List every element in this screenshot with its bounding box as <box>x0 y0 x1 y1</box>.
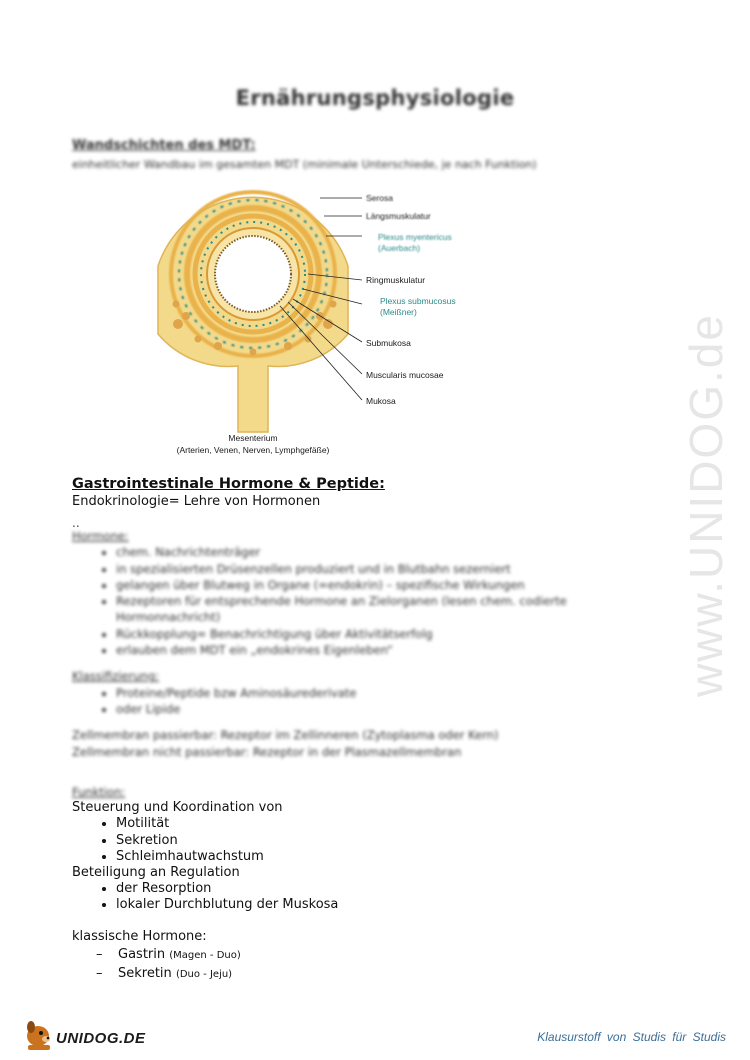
list-item: • oder Lipide <box>116 701 652 717</box>
hormone-name: Gastrin <box>118 947 166 962</box>
list-item: • lokaler Durchblutung der Muskosa <box>116 897 338 913</box>
list-item <box>72 965 241 984</box>
footer-logo-text: UNIDOG.DE <box>56 1030 146 1047</box>
section-heading-wandschichten: Wandschichten des MDT: <box>72 138 256 153</box>
section-subtitle-hormone: Endokrinologie= Lehre von Hormonen <box>72 494 321 509</box>
funktion-block <box>72 784 338 914</box>
dash-bullet: – <box>96 966 103 981</box>
list-item: • der Resorption <box>116 881 338 897</box>
klassifizierung-heading: Klassifizierung: <box>72 669 159 684</box>
klassifizierung-list <box>72 685 652 718</box>
diagram-upper-labels <box>366 193 452 253</box>
beteiligung-text: Beteiligung an Regulation <box>72 865 240 881</box>
list-item: • in spezialisierten Drüsenzellen produziert und in Blutbahn sezerniert <box>116 561 652 577</box>
hormone-name: Sekretin <box>118 966 172 981</box>
lumen <box>215 236 291 312</box>
label-serosa: Serosa <box>366 193 393 203</box>
list-item: • chem. Nachrichtenträger <box>116 544 652 560</box>
list-item: • Schleimhautwachstum <box>116 849 338 865</box>
list-item: • Rezeptoren für entsprechende Hormone an Zielorganen (lesen chem. codierte Hormonnachricht) <box>116 593 652 626</box>
label-plexus-myentericus: Plexus myentericus <box>378 232 452 242</box>
gut-wall-svg <box>148 184 468 460</box>
label-mesenterium: Mesenterium <box>228 433 278 443</box>
list-item: • Motilität <box>116 816 338 832</box>
list-item: • Sekretion <box>116 833 338 849</box>
list-item: • Proteine/Peptide bzw Aminosäurederivate <box>116 685 652 701</box>
beteiligung-list <box>72 881 338 913</box>
section-subtitle-wandschichten: einheitlicher Wandbau im gesamten MDT (minimale Unterschiede, je nach Funktion) <box>72 158 537 171</box>
label-laengsmuskulatur: Längsmuskulatur <box>366 211 431 221</box>
label-plexus-submucosus: Plexus submucosus <box>380 296 456 306</box>
label-ringmuskulatur: Ringmuskulatur <box>366 275 426 285</box>
list-item: • erlauben dem MDT ein „endokrines Eigenleben“ <box>116 642 652 658</box>
hormone-detail: (Magen - Duo) <box>169 950 241 961</box>
membran-line-2: Zellmembran nicht passierbar: Rezeptor in der Plasmazellmembran <box>72 744 462 759</box>
list-item: • gelangen über Blutweg in Organe (=endokrin) – spezifische Wirkungen <box>116 577 652 593</box>
hormone-list <box>72 544 652 658</box>
watermark: www.UNIDOG.de <box>680 313 732 697</box>
steuerung-list <box>72 816 338 865</box>
klassische-hormone-block <box>72 928 241 984</box>
section-heading-hormone: Gastrointestinale Hormone & Peptide: <box>72 476 385 492</box>
label-plexus-myentericus-sub: (Auerbach) <box>378 243 421 253</box>
dash-bullet: – <box>96 947 103 962</box>
hormone-detail: (Duo - Jeju) <box>175 969 233 980</box>
dots: .. <box>72 516 80 530</box>
steuerung-text: Steuerung und Koordination von <box>72 800 283 816</box>
list-item: • Rückkopplung= Benachrichtigung über Aktivitätserfolg <box>116 626 652 642</box>
hormone-heading: Hormone: <box>72 529 129 543</box>
label-mesenterium-sub: (Arterien, Venen, Nerven, Lymphgefäße) <box>176 445 330 455</box>
hormone-block <box>72 528 652 760</box>
klassische-hormone-heading: klassische Hormone: <box>72 929 207 944</box>
label-mukosa: Mukosa <box>366 396 396 406</box>
funktion-heading: Funktion: <box>72 785 126 799</box>
label-submukosa: Submukosa <box>366 338 411 348</box>
gut-wall-diagram <box>148 184 468 460</box>
page-title: Ernährungsphysiologie <box>235 86 515 110</box>
label-muscularis-mucosae: Muscularis mucosae <box>366 370 444 380</box>
membran-line-1: Zellmembran passierbar: Rezeptor im Zellinneren (Zytoplasma oder Kern) <box>72 728 499 743</box>
footer-tagline: Klausurstoff von Studis für Studis <box>537 1030 726 1044</box>
label-plexus-submucosus-sub: (Meißner) <box>380 307 417 317</box>
list-item <box>72 946 241 965</box>
